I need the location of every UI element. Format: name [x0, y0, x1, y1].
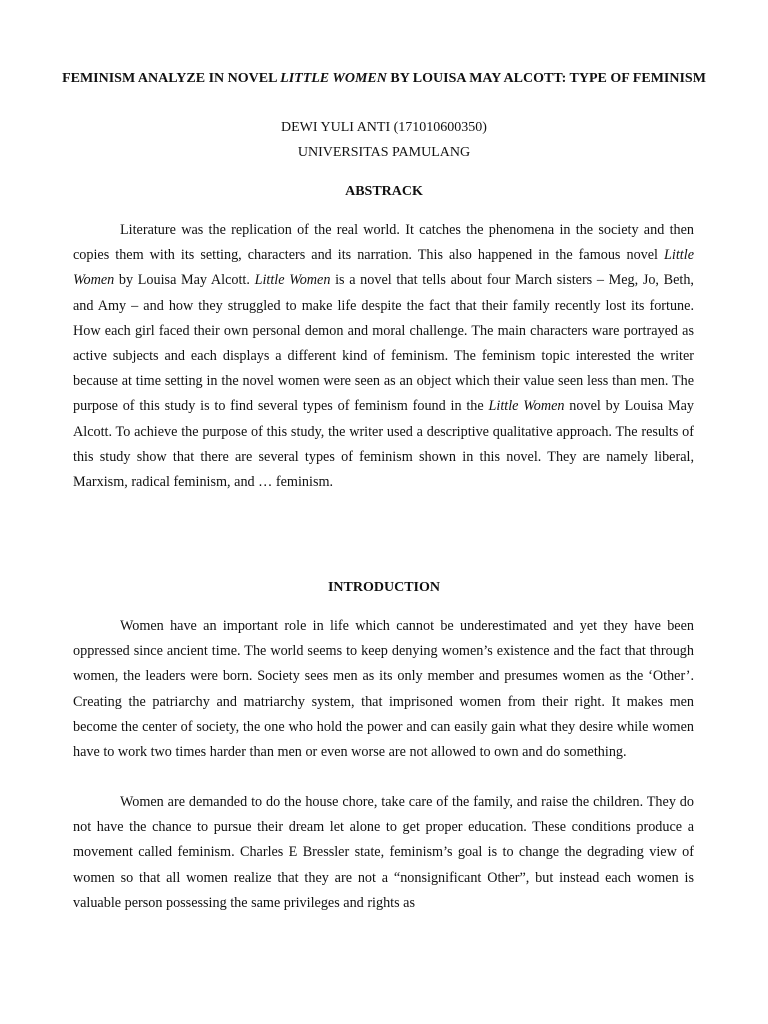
abstract-paragraph: [73, 218, 694, 495]
introduction-heading: INTRODUCTION: [327, 580, 440, 595]
introduction-paragraph-2: Women are demanded to do the house chore, take care of the family, and raise the children. They do not have the chance to pursue their dream let alone to get proper education. These conditions produce a movement called feminism. Charles E Bressler state, feminism’s goal is to change the degrading view of women so that all women realize that they are not a “nonsignificant Other”, but instead each women is valuable person possessing the same privileges and rights as: [73, 794, 694, 911]
title-text-part1: FEMINISM ANALYZE IN NOVEL: [62, 71, 281, 86]
abstract-italic-title: Little Women: [488, 398, 565, 415]
abstract-heading: ABSTRACK: [345, 184, 423, 199]
title-text-part2: BY LOUISA MAY ALCOTT: TYPE OF FEMINISM: [386, 71, 706, 86]
abstract-italic-title: Little Women: [254, 272, 331, 289]
abstract-segment: is a novel that tells about four March sisters – Meg, Jo, Beth, and Amy – and how they struggled to make life despite the fact that their family recently lost its fortune. How each girl faced their own personal demon and moral challenge. The main characters ware portrayed as active subjects and each displays a different kind of feminism. The feminism topic interested the writer because at time setting in the novel women were seen as an object which their value seen less than men. The purpose of this study is to find several types of feminism found in the: [73, 272, 694, 415]
introduction-paragraph-1: Women have an important role in life which cannot be underestimated and yet they have been oppressed since ancient time. The world seems to keep denying women’s existence and the fact that through women, the leaders were born. Society sees men as its only member and presumes women as the ‘Other’. Creating the patriarchy and matriarchy system, that imprisoned women from their right. It makes men become the center of society, the one who hold the power and can easily gain what they desire while women have to work two times harder than men or even worse are not allowed to own and do something.: [73, 618, 694, 761]
abstract-segment: novel by Louisa May Alcott. To achieve the purpose of this study, the writer used a descriptive qualitative approach. The results of this study show that there are several types of feminism shown in this novel. They are namely liberal, Marxism, radical feminism, and … feminism.: [73, 398, 694, 491]
abstract-italic-title: Little Women: [73, 247, 694, 289]
title-text-italic: LITTLE WOMEN: [280, 71, 387, 86]
affiliation-line: UNIVERSITAS PAMULANG: [297, 145, 471, 160]
abstract-segment: by Louisa May Alcott.: [114, 272, 255, 289]
abstract-segment: Literature was the replication of the real world. It catches the phenomena in the society and then copies them with its setting, characters and its narration. This also happened in the famous novel: [73, 222, 694, 264]
author-line: DEWI YULI ANTI (171010600350): [281, 120, 487, 135]
paper-title: [60, 66, 708, 91]
